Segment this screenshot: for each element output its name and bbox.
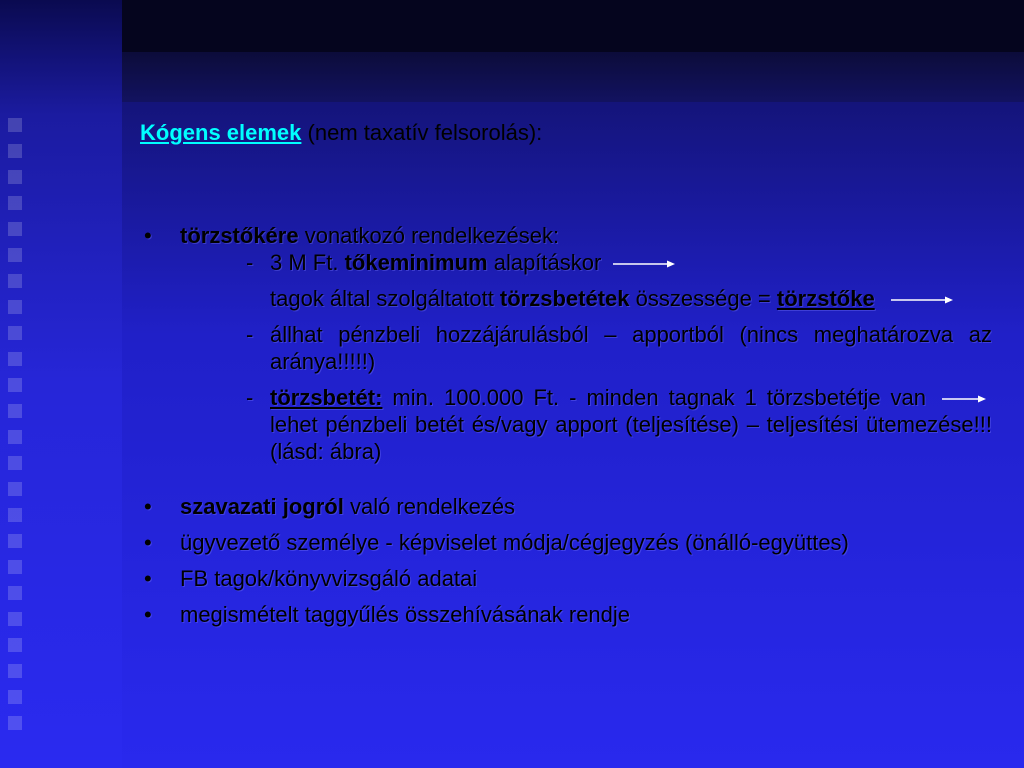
bullet-text: ügyvezető személye - képviselet módja/cégjegyzés (önálló-együttes) (180, 530, 849, 555)
title-highlight: Kógens elemek (140, 120, 302, 145)
arrow-right-icon (942, 394, 986, 404)
bullet-text: FB tagok/könyvvizsgáló adatai (180, 566, 478, 591)
bullet-item-fb-tagok (140, 565, 992, 592)
sub-text: alapításkor (487, 250, 602, 275)
bullet-icon: • (144, 223, 152, 248)
bullet-item-taggyules (140, 601, 992, 628)
sub-text: állhat pénzbeli hozzájárulásból – apportból (nincs meghatározva az aránya!!!!!) (270, 322, 992, 374)
sub-item-torzsbetet (140, 384, 992, 465)
sub-text: tagok által szolgáltatott (270, 286, 500, 311)
slide-content (140, 222, 992, 628)
bullet-icon: • (144, 494, 152, 519)
bullet-item-torzstoke (140, 222, 992, 249)
arrow-right-icon (891, 295, 953, 305)
dash-icon: - (246, 385, 254, 410)
bullet-bold-text: szavazati jogról (180, 494, 344, 519)
top-band-secondary (122, 52, 1024, 102)
sub-item-allhat (140, 321, 992, 375)
top-band (122, 0, 1024, 52)
bullet-icon: • (144, 566, 152, 591)
sub-bold-underline-text: törzstőke (776, 286, 875, 311)
sub-bold-text: törzsbetétek (499, 286, 630, 311)
slide-title (140, 120, 542, 146)
sub-text: min. 100.000 Ft. - minden tagnak 1 törzsbetétje van (382, 385, 936, 410)
decorative-squares (8, 118, 24, 742)
sub-item-torzsbetetek (140, 285, 992, 312)
bullet-text: való rendelkezés (343, 494, 516, 519)
arrow-right-icon (613, 259, 675, 269)
bullet-text: megismételt taggyűlés összehívásának rendje (180, 602, 631, 627)
sub-text: összessége = (629, 286, 777, 311)
bullet-text: vonatkozó rendelkezések: (298, 223, 560, 248)
bullet-bold-text: törzstőkére (180, 223, 299, 248)
title-rest: (nem taxatív felsorolás): (301, 120, 543, 145)
dash-icon: - (246, 250, 254, 275)
sub-text: 3 M Ft. (270, 250, 345, 275)
dash-icon: - (246, 322, 254, 347)
bullet-item-szavazati (140, 493, 992, 520)
bullet-icon: • (144, 530, 152, 555)
sub-text: lehet pénzbeli betét és/vagy apport (teljesítése) – teljesítési ütemezése!!!(lásd: ábra) (270, 412, 992, 464)
bullet-icon: • (144, 602, 152, 627)
sub-item-tokeminimum (140, 249, 992, 276)
sub-bold-text: tőkeminimum (344, 250, 488, 275)
sub-bold-underline-text: törzsbetét: (270, 385, 383, 410)
bullet-item-ugyvezeto (140, 529, 992, 556)
left-decorative-strip (0, 0, 122, 768)
